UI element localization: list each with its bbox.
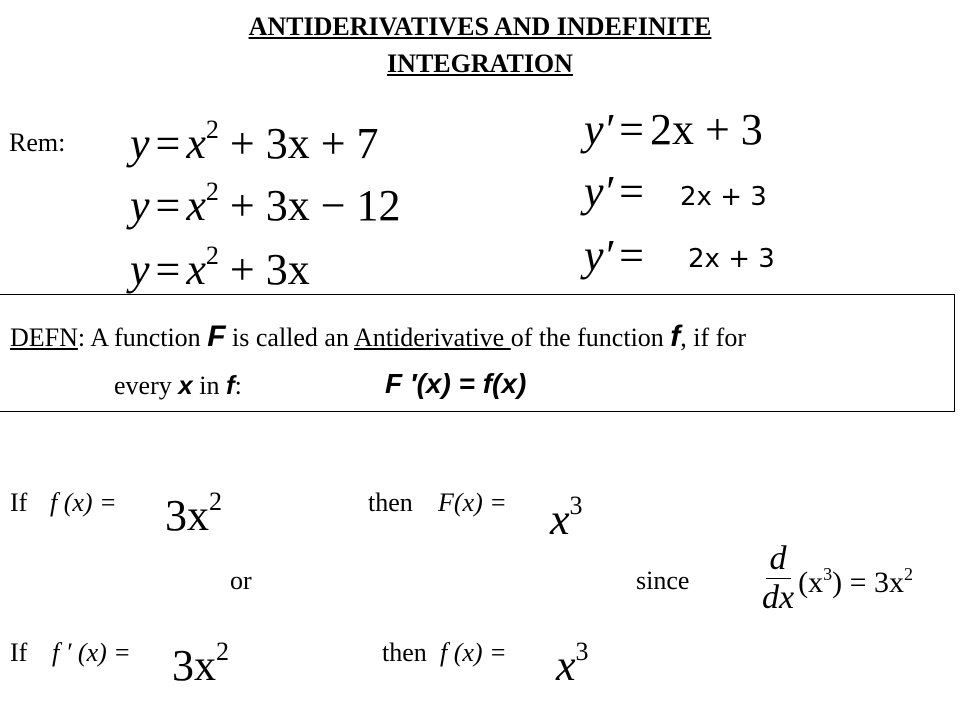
example1-fx-label: f (x) = [50, 488, 117, 517]
definition-line-1: DEFN: A function F is called an Antiderivative of the function f, if for [10, 320, 746, 353]
rem-derivative-2-lhs: y′ = [584, 167, 644, 216]
definition-line-2: every x in f: [114, 370, 242, 400]
since-label: since [636, 566, 690, 595]
example2-then: then [382, 638, 427, 667]
example2-fpx-label: f ′ (x) = [52, 638, 131, 667]
rem-equation-1: $y = x^2 + 3x + 7$ [130, 115, 379, 168]
example2-fx-label: f (x) = [440, 638, 507, 667]
example1-if: If [10, 488, 28, 517]
example1-fx-value: $3x^2$ [165, 487, 222, 540]
page-title-line-1: ANTIDERIVATIVES AND INDEFINITE [248, 12, 712, 41]
rem-equation-2: $y = x^2 + 3x - 12$ [130, 177, 401, 230]
rem-equation-3: $y = x^2 + 3x$ [130, 241, 310, 294]
rem-derivative-3-lhs: y′ = [584, 231, 644, 280]
rem-derivative-2-answer: 2x + 3 [680, 182, 767, 212]
antiderivative-term: Antiderivative [354, 323, 511, 352]
defn-label: DEFN [10, 323, 78, 352]
example2-fpx-value: $3x^2$ [172, 637, 229, 690]
rem-derivative-3-answer: 2x + 3 [688, 244, 775, 274]
d-dx-fraction: $\frac{d}{dx}$ [762, 540, 795, 616]
rem-derivative-1: y′ = 2x + 3 [584, 105, 763, 154]
or-label: or [230, 566, 252, 595]
page-title-line-2: INTEGRATION [387, 49, 573, 78]
example1-then: then [368, 488, 413, 517]
example1-Fx-label: F(x) = [438, 488, 507, 517]
example2-fx-value: $x^3$ [556, 637, 589, 690]
example2-if: If [10, 638, 28, 667]
rem-label: Rem: [9, 128, 66, 157]
derivative-identity: $\frac{d}{dx}$ $(x^3) = 3x^2$ [758, 540, 913, 617]
example1-Fx-value: $x^3$ [550, 491, 583, 544]
definition-formula: F ′(x) = f(x) [385, 368, 527, 399]
